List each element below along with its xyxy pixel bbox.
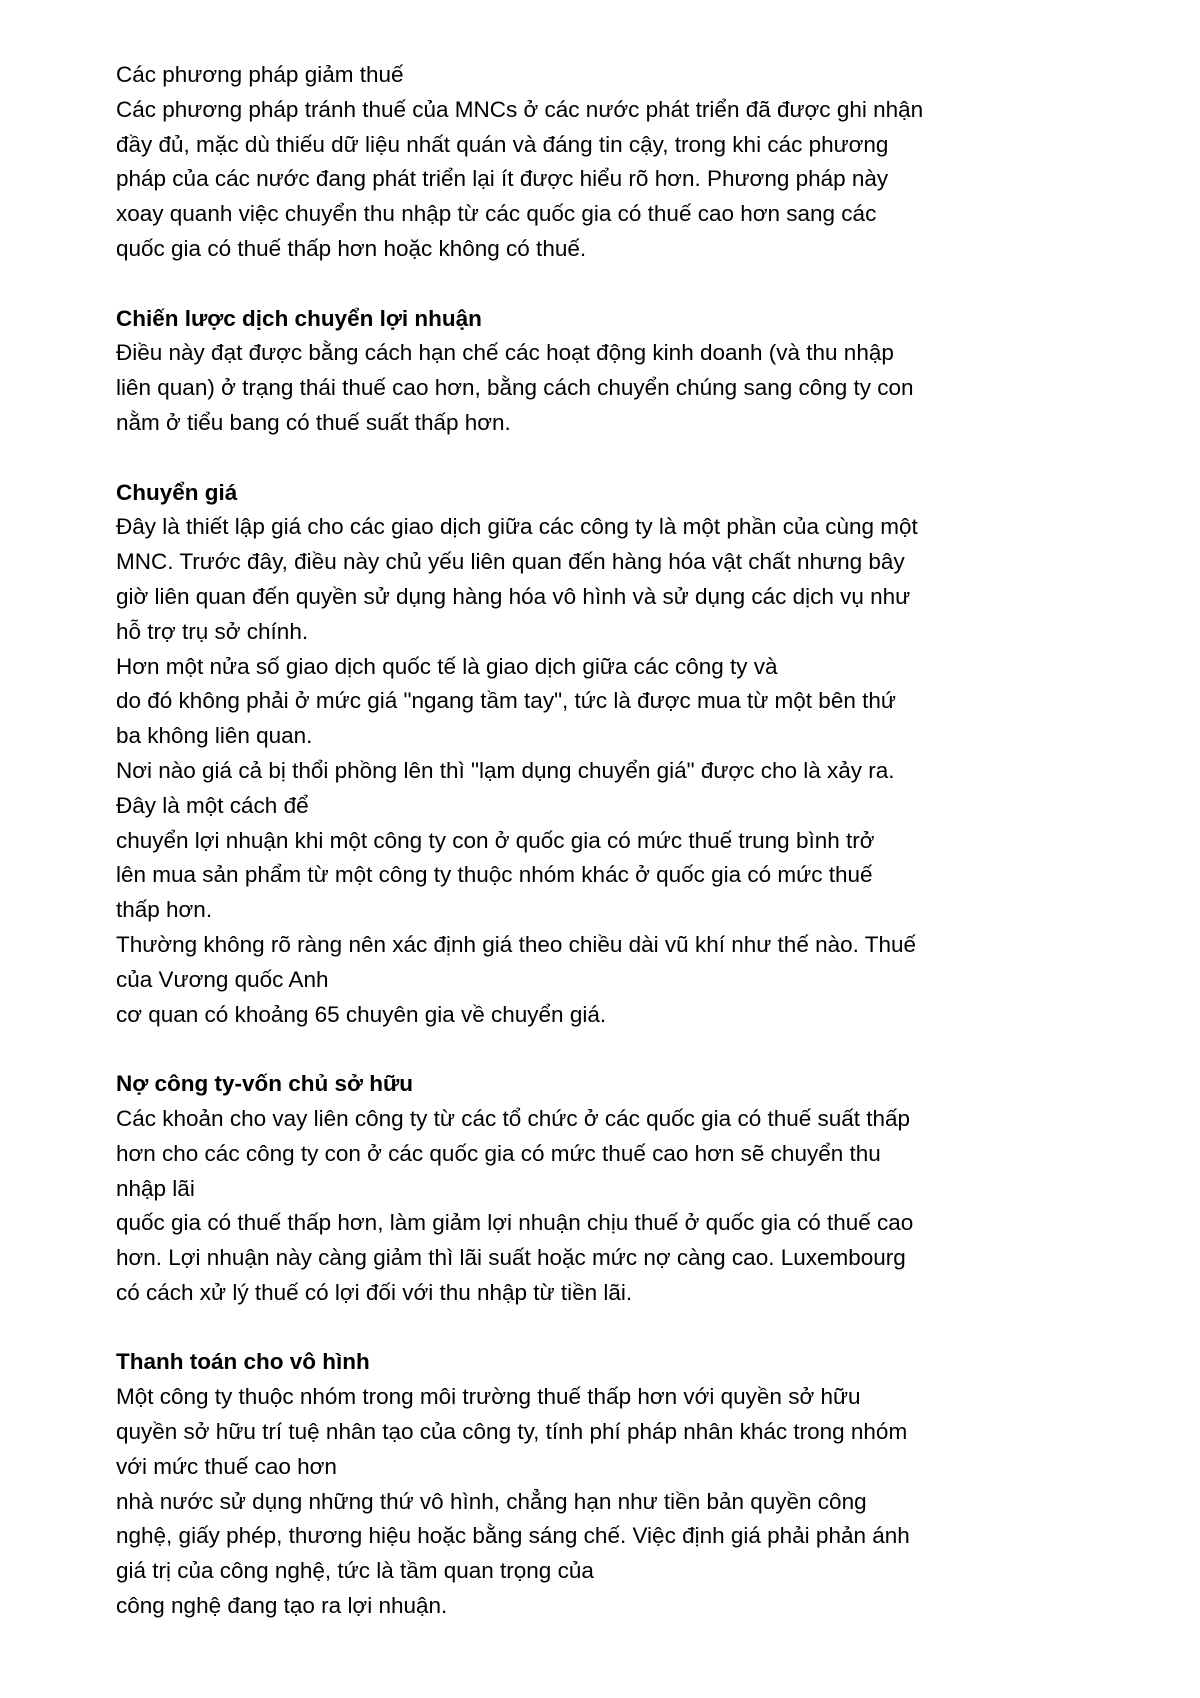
paragraph-line: với mức thuế cao hơn (116, 1453, 337, 1479)
paragraph-line: giờ liên quan đến quyền sử dụng hàng hóa vô hình và sử dụng các dịch vụ như (116, 583, 911, 609)
paragraph-line: Nơi nào giá cả bị thổi phồng lên thì "lạm dụng chuyển giá" được cho là xảy ra. (116, 757, 895, 783)
paragraph-line: nằm ở tiểu bang có thuế suất thấp hơn. (116, 409, 511, 435)
paragraph-line: do đó không phải ở mức giá "ngang tầm tay", tức là được mua từ một bên thứ (116, 688, 896, 714)
paragraph-line: Các khoản cho vay liên công ty từ các tổ chức ở các quốc gia có thuế suất thấp (116, 1105, 911, 1131)
paragraph-line: quốc gia có thuế thấp hơn hoặc không có thuế. (116, 235, 587, 261)
paragraph-line: liên quan) ở trạng thái thuế cao hơn, bằng cách chuyển chúng sang công ty con (116, 375, 914, 401)
paragraph-line: Đây là một cách để (116, 792, 309, 818)
section-transfer-pricing (116, 476, 1076, 1033)
paragraph-line: quốc gia có thuế thấp hơn, làm giảm lợi nhuận chịu thuế ở quốc gia có thuế cao (116, 1210, 914, 1236)
paragraph-line: Điều này đạt được bằng cách hạn chế các hoạt động kinh doanh (và thu nhập (116, 340, 894, 366)
section-heading: Nợ công ty-vốn chủ sở hữu (116, 1071, 414, 1097)
paragraph-line: thấp hơn. (116, 897, 213, 923)
paragraph-line: nhà nước sử dụng những thứ vô hình, chẳng hạn như tiền bản quyền công (116, 1488, 867, 1514)
paragraph-line: MNC. Trước đây, điều này chủ yếu liên quan đến hàng hóa vật chất nhưng bây (116, 549, 905, 575)
paragraph-line: quyền sở hữu trí tuệ nhân tạo của công ty, tính phí pháp nhân khác trong nhóm (116, 1419, 908, 1445)
paragraph-line: Các phương pháp tránh thuế của MNCs ở các nước phát triển đã được ghi nhận (116, 96, 924, 122)
paragraph-line: nghệ, giấy phép, thương hiệu hoặc bằng sáng chế. Việc định giá phải phản ánh (116, 1523, 910, 1549)
section-tax-reduction-methods (116, 58, 1076, 267)
paragraph-line: có cách xử lý thuế có lợi đối với thu nhập từ tiền lãi. (116, 1279, 633, 1305)
paragraph-line: xoay quanh việc chuyển thu nhập từ các quốc gia có thuế cao hơn sang các (116, 201, 877, 227)
paragraph-line: lên mua sản phẩm từ một công ty thuộc nhóm khác ở quốc gia có mức thuế (116, 862, 873, 888)
paragraph-line: Thường không rõ ràng nên xác định giá theo chiều dài vũ khí như thế nào. Thuế (116, 931, 917, 957)
paragraph-line: giá trị của công nghệ, tức là tầm quan trọng của (116, 1558, 594, 1584)
section-profit-shifting (116, 302, 1076, 441)
paragraph-line: cơ quan có khoảng 65 chuyên gia về chuyển giá. (116, 1001, 607, 1027)
paragraph-line: hỗ trợ trụ sở chính. (116, 618, 309, 644)
paragraph-line: công nghệ đang tạo ra lợi nhuận. (116, 1593, 448, 1619)
paragraph-line: Đây là thiết lập giá cho các giao dịch giữa các công ty là một phần của cùng một (116, 514, 918, 540)
section-heading: Chuyển giá (116, 479, 238, 505)
paragraph-line: của Vương quốc Anh (116, 966, 329, 992)
paragraph-line: Một công ty thuộc nhóm trong môi trường thuế thấp hơn với quyền sở hữu (116, 1384, 861, 1410)
paragraph-line: hơn. Lợi nhuận này càng giảm thì lãi suất hoặc mức nợ càng cao. Luxembourg (116, 1245, 906, 1271)
paragraph-line: ba không liên quan. (116, 723, 313, 749)
paragraph-line: chuyển lợi nhuận khi một công ty con ở quốc gia có mức thuế trung bình trở (116, 827, 875, 853)
section-debt-equity (116, 1067, 1076, 1311)
paragraph-line: pháp của các nước đang phát triển lại ít được hiểu rõ hơn. Phương pháp này (116, 166, 889, 192)
section-intangibles-payments (116, 1345, 1076, 1623)
paragraph-line: nhập lãi (116, 1175, 195, 1201)
section-heading: Chiến lược dịch chuyển lợi nhuận (116, 305, 482, 331)
paragraph-line: Hơn một nửa số giao dịch quốc tế là giao dịch giữa các công ty và (116, 653, 778, 679)
document-page (116, 58, 1076, 1624)
section-heading: Thanh toán cho vô hình (116, 1349, 370, 1375)
paragraph-line: hơn cho các công ty con ở các quốc gia có mức thuế cao hơn sẽ chuyển thu (116, 1140, 881, 1166)
paragraph-line: đầy đủ, mặc dù thiếu dữ liệu nhất quán và đáng tin cậy, trong khi các phương (116, 131, 889, 157)
section-heading: Các phương pháp giảm thuế (116, 62, 404, 87)
